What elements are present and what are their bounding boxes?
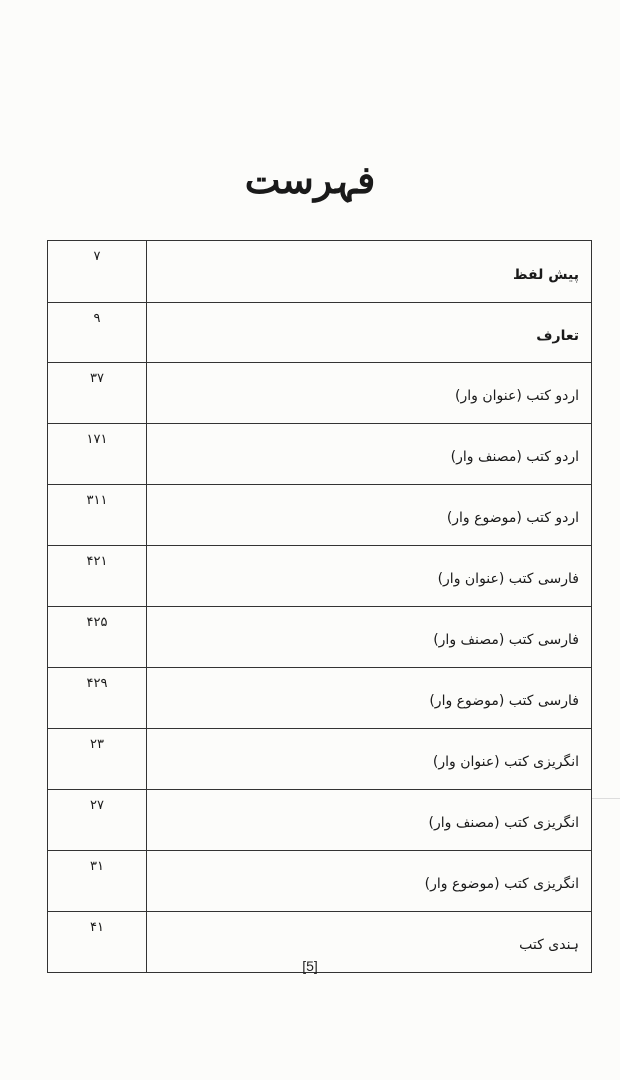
table-of-contents — [47, 240, 592, 973]
edge-divider — [592, 798, 620, 799]
toc-row — [48, 363, 592, 424]
toc-row — [48, 485, 592, 546]
toc-entry: اردو کتب (عنوان وار) — [147, 363, 592, 424]
toc-page-number: ۹ — [48, 303, 147, 363]
toc-row — [48, 668, 592, 729]
toc-page-number: ۴۲۹ — [48, 668, 147, 729]
toc-entry: فارسی کتب (مصنف وار) — [147, 607, 592, 668]
toc-page-number: ۴۲۱ — [48, 546, 147, 607]
toc-page-number: ۳۷ — [48, 363, 147, 424]
toc-page-number: ۳۱ — [48, 851, 147, 912]
toc-row — [48, 546, 592, 607]
toc-entry: پیش لفظ — [147, 241, 592, 303]
toc-row — [48, 790, 592, 851]
toc-entry: انگریزی کتب (عنوان وار) — [147, 729, 592, 790]
toc-row — [48, 303, 592, 363]
toc-row — [48, 851, 592, 912]
page-title: فہرست — [244, 157, 376, 202]
toc-entry: فارسی کتب (عنوان وار) — [147, 546, 592, 607]
page-number: [5] — [302, 958, 318, 974]
toc-page-number: ۳۱۱ — [48, 485, 147, 546]
toc-entry: اردو کتب (موضوع وار) — [147, 485, 592, 546]
toc-page-number: ۱۷۱ — [48, 424, 147, 485]
toc-row — [48, 424, 592, 485]
toc-row — [48, 241, 592, 303]
toc-entry: ہندی کتب — [147, 912, 592, 973]
toc-page-number: ۴۱ — [48, 912, 147, 973]
toc-entry: انگریزی کتب (موضوع وار) — [147, 851, 592, 912]
toc-entry: تعارف — [147, 303, 592, 363]
toc-page-number: ۲۳ — [48, 729, 147, 790]
toc-entry: اردو کتب (مصنف وار) — [147, 424, 592, 485]
toc-page-number: ۷ — [48, 241, 147, 303]
toc-page-number: ۴۲۵ — [48, 607, 147, 668]
toc-page-number: ۲۷ — [48, 790, 147, 851]
toc-entry: انگریزی کتب (مصنف وار) — [147, 790, 592, 851]
toc-entry: فارسی کتب (موضوع وار) — [147, 668, 592, 729]
toc-row — [48, 607, 592, 668]
toc-row — [48, 729, 592, 790]
